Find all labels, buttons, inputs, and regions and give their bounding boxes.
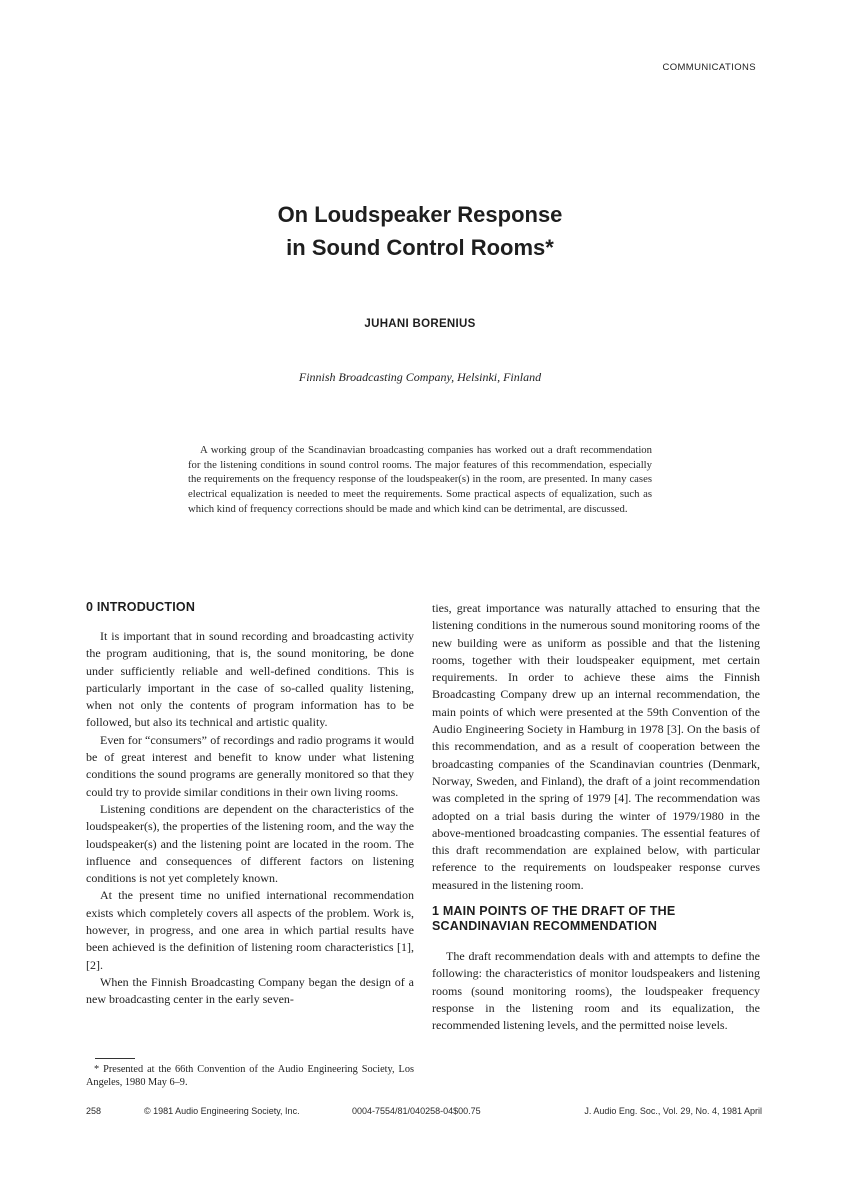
journal-citation: J. Audio Eng. Soc., Vol. 29, No. 4, 1981 April <box>584 1106 762 1116</box>
paragraph: Listening conditions are dependent on the characteristics of the loudspeaker(s), the properties of the listening room, and the way the loudspeaker(s) and the listening point are located in the room. The influence and consequences of different factors on listening conditions is not yet completely known. <box>86 801 414 886</box>
paragraph: The draft recommendation deals with and attempts to define the following: the characteristics of monitor loudspeakers and listening rooms (sound monitoring rooms), the loudspeaker frequency response in the listening room and its equalization, the recommended listening levels, and the permitted noise levels. <box>432 949 760 1033</box>
heading-line-2: SCANDINAVIAN RECOMMENDATION <box>432 919 658 934</box>
left-column <box>86 600 414 1009</box>
author-name: JUHANI BORENIUS <box>364 318 476 330</box>
article-code: 0004-7554/81/040258-04$00.75 <box>352 1106 481 1116</box>
footnote: * Presented at the 66th Convention of the Audio Engineering Society, Los Angeles, 1980 May 6–9. <box>86 1064 414 1088</box>
page-footer <box>86 1106 762 1120</box>
right-column <box>432 600 760 1035</box>
paragraph: It is important that in sound recording and broadcasting activity the program auditioning, that is, the sound monitoring, be done under sufficiently reliable and well-defined conditions. This is particularly important in the case of so-called quality listening, when not only the contents of program information has to be followed, but also its technical and artistic quality. <box>86 629 414 730</box>
paragraph: When the Finnish Broadcasting Company began the design of a new broadcasting center in the early seven- <box>86 974 414 1007</box>
abstract: A working group of the Scandinavian broadcasting companies has worked out a draft recommendation for the listening conditions in sound control rooms. The major features of this recommendation, especially the requirements on the frequency response of the loudspeaker(s) in the room, are presented. In many cases electrical equalization is needed to meet the requirements. Some practical aspects of equalization, such as which kind of frequency corrections should be made and which kind can be detrimental, are discussed. <box>188 444 652 515</box>
title-line-1: On Loudspeaker Response <box>277 202 563 227</box>
paragraph: At the present time no unified international recommendation exists which completely covers all aspects of the problem. Work is, however, in progress, and one area in which partial results have been achieved is the definition of listening room characteristics [1], [2]. <box>86 888 414 972</box>
paragraph: Even for “consumers” of recordings and radio programs it would be of great interest and benefit to know under what listening conditions the sound programs are generally monitored so that they could try to provide similar conditions in their own living rooms. <box>86 732 414 799</box>
section-heading-main-points <box>432 904 760 934</box>
heading-line-1: 1 MAIN POINTS OF THE DRAFT OF THE <box>432 904 676 919</box>
section-heading-introduction: 0 INTRODUCTION <box>86 600 196 614</box>
paragraph-continued: ties, great importance was naturally attached to ensuring that the listening conditions in the numerous sound monitoring rooms of the new building were as uniform as possible and that the listening rooms, together with their loudspeaker equipment, met certain requirements. In order to achieve these aims the Finnish Broadcasting Company drew up an internal recommendation, the main points of which were presented at the 59th Convention of the Audio Engineering Society in Hamburg in 1978 [3]. On the basis of this recommendation, and as a result of cooperation between the broadcasting companies of the Scandinavian countries (Denmark, Norway, Sweden, and Finland), the draft of a joint recommendation was completed in the spring of 1979 [4]. The recommendation was adopted on a trial basis during the winter of 1979/1980 in the above-mentioned broadcasting companies. The essential features of this draft recommendation are explained below, with particular reference to the requirements on loudspeaker response curves measured in the listening room. <box>432 601 760 892</box>
page-number: 258 <box>86 1106 102 1116</box>
author-affiliation: Finnish Broadcasting Company, Helsinki, Finland <box>298 370 542 384</box>
title-line-2: in Sound Control Rooms* <box>286 235 554 260</box>
footnote-divider <box>95 1058 135 1059</box>
copyright-notice: © 1981 Audio Engineering Society, Inc. <box>144 1106 300 1116</box>
section-label: COMMUNICATIONS <box>662 62 756 73</box>
paper-title <box>0 198 840 264</box>
